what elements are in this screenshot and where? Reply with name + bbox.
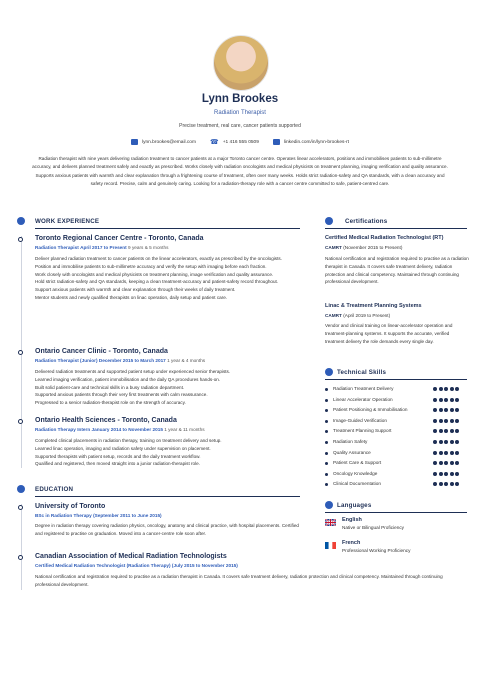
timeline-dot xyxy=(18,350,23,355)
timeline-dot xyxy=(18,555,23,560)
experience-dates: January 2014 to November 2015 xyxy=(91,427,163,432)
bullet-icon xyxy=(325,441,328,444)
bullet-icon xyxy=(325,462,328,465)
summary: Radiation therapist with nine years delivering radiation treatment to cancer patients at a major Toronto cancer centre. Operates linear accelerators, positions and immobilises patients to sub-millimetre accuracy, and delivers planned treatment safely and exactly as prescribed. Works closely with radiation oncologists and medical physicists on treatment planning, imaging verification and quality assurance. Supports anxious patients with warmth and clear explanation through a frightening course of treatment, often over many weeks. Holds strict radiation-safety and QA standards, with a clean accuracy and safety record. Precise, calm and genuinely caring. Looking for a radiation-therapy role with a cancer centre committed to safe, patient-centred care. xyxy=(32,156,448,186)
rating-dot xyxy=(450,440,454,444)
education-title: Certified Medical Radiation Technologist (Radiation Therapy) xyxy=(35,563,171,568)
rating-dot xyxy=(450,472,454,476)
skill-name: Patient Care & Support xyxy=(333,460,382,466)
list-item: Supported therapists with patient setup, records and the daily treatment workflow. xyxy=(35,453,201,459)
rating-dot xyxy=(439,429,443,433)
skill-rating xyxy=(433,461,459,465)
education-timeline xyxy=(21,504,22,590)
rating-dot xyxy=(439,408,443,412)
rating-dot xyxy=(433,387,437,391)
education-dates: (September 2011 to June 2015) xyxy=(93,513,162,518)
rating-dot xyxy=(450,387,454,391)
skill-rating xyxy=(433,387,459,391)
education-meta xyxy=(35,513,162,518)
skill-row xyxy=(325,481,465,490)
globe-icon xyxy=(325,501,333,509)
rating-dot xyxy=(444,387,448,391)
linkedin-contact[interactable] xyxy=(273,139,349,145)
bullet-icon xyxy=(325,399,328,402)
rating-dot xyxy=(444,419,448,423)
list-item: Mentor students and newly qualified therapists on linac operation, daily setup and patient care. xyxy=(35,294,228,300)
skill-row xyxy=(325,397,465,406)
experience-duration: 1 year & 11 months xyxy=(164,427,205,432)
skill-name: Oncology Knowledge xyxy=(333,470,378,476)
certificate-icon xyxy=(325,217,333,225)
experience-title: Radiation Therapist (Junior) xyxy=(35,358,98,363)
skills-heading: Technical Skills xyxy=(337,369,387,376)
cert-dates: (November 2015 to Present) xyxy=(343,245,403,250)
rating-dot xyxy=(455,387,459,391)
languages-heading: Languages xyxy=(337,502,372,509)
timeline-dot xyxy=(18,237,23,242)
tagline: Precise treatment, real care, cancer patients supported xyxy=(179,123,301,129)
rating-dot xyxy=(450,461,454,465)
list-item: Hold strict radiation-safety and QA standards, keeping a clean treatment-accuracy and patient-safety record throughout. xyxy=(35,279,279,285)
cert-meta xyxy=(325,313,390,318)
list-item: Work closely with oncologists and medical physicists on treatment planning, image verification and quality assurance. xyxy=(35,271,274,277)
language-level: Professional Working Proficiency xyxy=(342,548,411,553)
skill-name: Quality Assurance xyxy=(333,449,371,455)
experience-meta xyxy=(35,427,205,432)
phone-icon: ☎ xyxy=(209,139,219,146)
rating-dot xyxy=(444,482,448,486)
contact-bar xyxy=(0,138,480,146)
cert-title: Linac & Treatment Planning Systems xyxy=(325,303,422,309)
experience-meta xyxy=(35,245,168,250)
skills-divider xyxy=(325,379,467,380)
rating-dot xyxy=(439,482,443,486)
rating-dot xyxy=(444,429,448,433)
rating-dot xyxy=(433,482,437,486)
skills-icon xyxy=(325,368,333,376)
bullet-icon xyxy=(325,473,328,476)
education-text: National certification and registration required to practise as a radiation therapist in Canada. It covers safe treatment delivery, radiation protection and clinical competency. Maintained through continuing professional development. xyxy=(35,574,443,587)
rating-dot xyxy=(444,408,448,412)
language-level: Native or Bilingual Proficiency xyxy=(342,525,405,530)
rating-dot xyxy=(444,451,448,455)
skill-rating xyxy=(433,408,459,412)
rating-dot xyxy=(450,419,454,423)
list-item: Built solid patient-care and technical skills in a busy radiation department. xyxy=(35,384,185,390)
rating-dot xyxy=(444,472,448,476)
skill-rating xyxy=(433,482,459,486)
uk-flag-icon xyxy=(325,519,336,526)
rating-dot xyxy=(433,398,437,402)
skill-rating xyxy=(433,429,459,433)
skill-row xyxy=(325,428,465,437)
france-flag-icon xyxy=(325,542,336,549)
cert-text: National certification and registration required to practise as a radiation therapist in Canada. It covers safe treatment delivery, radiation protection and clinical competency. Maintained through continuing professional development. xyxy=(325,256,469,285)
experience-bullets xyxy=(35,437,300,468)
list-item: Learned imaging verification, patient immobilisation and the daily QA procedures hands-on. xyxy=(35,376,221,382)
experience-dates: April 2017 to Present xyxy=(80,245,127,250)
phone-contact[interactable] xyxy=(210,138,259,146)
skill-name: Patient Positioning & Immobilisation xyxy=(333,407,408,413)
email-contact[interactable] xyxy=(131,139,196,145)
education-text: Degree in radiation therapy covering radiation physics, oncology, anatomy and clinical practice, with hospital placements. Certified and registered to practise on graduation. Moved into a cancer-centre role soon after. xyxy=(35,523,299,536)
list-item: Completed clinical placements in radiation therapy, training on treatment delivery and setup. xyxy=(35,438,222,443)
certifications-divider xyxy=(325,228,467,229)
cert-text: Vendor and clinical training on linear-accelerator operation and treatment-planning systems. It supports the accurate, verified treatment delivery the role demands every single day. xyxy=(325,323,453,344)
skill-name: Linear Accelerator Operation xyxy=(333,396,393,402)
skill-rating xyxy=(433,419,459,423)
bullet-icon xyxy=(325,430,328,433)
list-item: Progressed to a senior radiation-therapist role on the strength of accuracy. xyxy=(35,400,186,406)
profile-photo xyxy=(213,35,269,91)
rating-dot xyxy=(450,398,454,402)
skill-row xyxy=(325,386,465,395)
rating-dot xyxy=(455,461,459,465)
list-item: Deliver planned radiation treatment to cancer patients on the linear accelerators, exactly as prescribed by the oncologists. xyxy=(35,256,282,261)
rating-dot xyxy=(450,408,454,412)
language-item xyxy=(325,540,465,558)
list-item: Support anxious patients with warmth and clear explanation through their weeks of daily treatment. xyxy=(35,287,236,293)
rating-dot xyxy=(433,429,437,433)
phone-text[interactable]: +1 416 555 0509 xyxy=(222,139,259,145)
rating-dot xyxy=(439,472,443,476)
rating-dot xyxy=(439,440,443,444)
rating-dot xyxy=(439,398,443,402)
rating-dot xyxy=(439,461,443,465)
skill-name: Clinical Documentation xyxy=(333,481,381,487)
experience-divider xyxy=(35,228,300,229)
experience-dates: December 2015 to March 2017 xyxy=(98,358,166,363)
rating-dot xyxy=(455,398,459,402)
email-text[interactable]: lynn.brookes@email.com xyxy=(142,139,196,145)
skill-name: Radiation Safety xyxy=(333,439,368,444)
language-name: French xyxy=(342,540,361,546)
certifications-heading: Certifications xyxy=(345,218,388,225)
rating-dot xyxy=(433,472,437,476)
cert-meta xyxy=(325,245,402,250)
experience-bullets xyxy=(35,255,300,302)
language-item xyxy=(325,517,465,535)
rating-dot xyxy=(450,482,454,486)
rating-dot xyxy=(455,482,459,486)
rating-dot xyxy=(455,451,459,455)
skill-rating xyxy=(433,472,459,476)
cert-dates: (April 2019 to Present) xyxy=(343,313,391,318)
education-title: BSc in Radiation Therapy xyxy=(35,513,92,518)
graduation-cap-icon xyxy=(17,485,25,493)
candidate-role: Radiation Therapist xyxy=(214,110,266,116)
experience-org: Ontario Cancer Clinic - Toronto, Canada xyxy=(35,348,168,355)
rating-dot xyxy=(433,461,437,465)
experience-heading: WORK EXPERIENCE xyxy=(35,218,100,225)
rating-dot xyxy=(455,440,459,444)
linkedin-icon xyxy=(273,139,280,145)
rating-dot xyxy=(455,408,459,412)
experience-duration: 1 year & 4 months xyxy=(167,358,206,363)
rating-dot xyxy=(433,419,437,423)
skill-name: Image-Guided Verification xyxy=(333,417,387,423)
rating-dot xyxy=(455,419,459,423)
linkedin-text[interactable]: linkedin.com/in/lynn-brookes-rt xyxy=(283,139,349,145)
bullet-icon xyxy=(325,452,328,455)
rating-dot xyxy=(455,472,459,476)
cert-issuer: CAMRT xyxy=(325,245,342,250)
skill-row xyxy=(325,450,465,459)
rating-dot xyxy=(450,429,454,433)
education-org: University of Toronto xyxy=(35,503,106,510)
rating-dot xyxy=(433,408,437,412)
timeline-dot xyxy=(18,419,23,424)
list-item: Delivered radiation treatments and supported patient setup under experienced senior therapists. xyxy=(35,369,231,374)
rating-dot xyxy=(444,461,448,465)
rating-dot xyxy=(439,387,443,391)
education-divider xyxy=(35,496,300,497)
language-name: English xyxy=(342,517,362,523)
timeline-dot xyxy=(18,505,23,510)
skill-name: Radiation Treatment Delivery xyxy=(333,386,394,391)
skill-row xyxy=(325,471,465,480)
bullet-icon xyxy=(325,420,328,423)
experience-org: Ontario Health Sciences - Toronto, Canada xyxy=(35,417,177,424)
skill-name: Treatment Planning Support xyxy=(333,428,392,434)
list-item: Qualified and registered, then moved straight into a junior radiation-therapist role. xyxy=(35,461,200,467)
bullet-icon xyxy=(325,388,328,391)
skill-row xyxy=(325,439,465,448)
cert-title: Certified Medical Radiation Technologist (RT) xyxy=(325,235,444,241)
rating-dot xyxy=(455,429,459,433)
experience-bullets xyxy=(35,368,300,407)
bullet-icon xyxy=(325,483,328,486)
experience-org: Toronto Regional Cancer Centre - Toronto, Canada xyxy=(35,235,204,242)
experience-duration: 9 years & 5 months xyxy=(128,245,169,250)
candidate-name: Lynn Brookes xyxy=(201,93,279,105)
list-item: Supported anxious patients through their very first treatments with calm reassurance. xyxy=(35,392,208,398)
rating-dot xyxy=(433,451,437,455)
rating-dot xyxy=(439,419,443,423)
rating-dot xyxy=(444,440,448,444)
skill-row xyxy=(325,418,465,427)
education-org: Canadian Association of Medical Radiation Technologists xyxy=(35,553,227,560)
experience-meta xyxy=(35,358,205,363)
list-item: Learned linac operation, imaging and radiation safety under supervision on placement. xyxy=(35,445,211,451)
briefcase-icon xyxy=(17,217,25,225)
experience-title: Radiation Therapy Intern xyxy=(35,427,91,432)
list-item: Position and immobilise patients to sub-millimetre accuracy and verify the setup with imaging before each fraction. xyxy=(35,263,267,269)
rating-dot xyxy=(433,440,437,444)
bullet-icon xyxy=(325,409,328,412)
education-dates: (July 2015 to November 2015) xyxy=(171,563,238,568)
experience-title: Radiation Therapist xyxy=(35,245,79,250)
cert-issuer: CAMRT xyxy=(325,313,342,318)
skill-rating xyxy=(433,398,459,402)
rating-dot xyxy=(439,451,443,455)
skill-row xyxy=(325,407,465,416)
email-icon xyxy=(131,139,138,145)
education-heading: EDUCATION xyxy=(35,486,74,493)
rating-dot xyxy=(450,451,454,455)
skill-rating xyxy=(433,451,459,455)
languages-divider xyxy=(325,512,467,513)
education-meta xyxy=(35,563,238,568)
rating-dot xyxy=(444,398,448,402)
skill-row xyxy=(325,460,465,469)
skill-rating xyxy=(433,440,459,444)
